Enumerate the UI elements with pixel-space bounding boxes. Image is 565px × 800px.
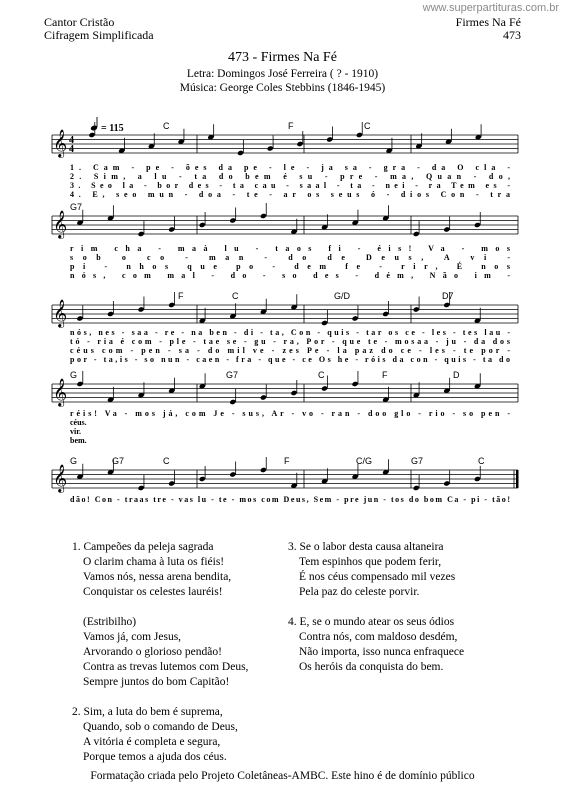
staff-system xyxy=(52,291,518,364)
treble-clef: 𝄞 xyxy=(53,212,68,238)
lyricist-credit: Letra: Domingos José Ferreira ( ? - 1910) xyxy=(186,68,379,80)
lyric-line: réis! Va - mos já, com Je - sus, Ar - vo - ran - doo glo - rio - so pen - xyxy=(70,409,511,418)
chord-symbol: C xyxy=(364,121,371,131)
treble-clef: 𝄞 xyxy=(53,301,68,327)
chord-symbol: C xyxy=(318,370,325,380)
treble-clef: 𝄞 xyxy=(53,380,68,406)
verse-line: 3. Se o labor desta causa altaneira xyxy=(288,541,444,553)
staff-system xyxy=(52,370,518,445)
chord-symbol: D7 xyxy=(442,291,454,301)
chord-symbol: G7 xyxy=(226,370,239,380)
stanza-2 xyxy=(72,705,248,765)
footer-note: Formatação criada pelo Projeto Coletâneas-AMBC. Este hino é de domínio público xyxy=(90,770,475,782)
verse-line: Não importa, isso nunca enfraquece xyxy=(299,646,465,658)
lyric-line: vir. xyxy=(70,427,82,436)
watermark: www.superpartituras.com.br xyxy=(422,2,559,14)
lyric-line: 2. Sim, a lu - ta do bem é su - pre - ma, Quan - do, xyxy=(70,172,510,181)
chord-symbol: F xyxy=(178,291,184,301)
verse-line: Sempre juntos do bom Capitão! xyxy=(83,676,230,688)
chord-symbol: C xyxy=(163,121,170,131)
verse-line: A vitória é completa e segura, xyxy=(83,736,221,748)
treble-clef: 𝄞 xyxy=(53,466,68,492)
lyric-line: céus com - pen - sa - do mil ve - zes Pe - la paz do ce - les - te por - xyxy=(70,346,511,355)
lyric-line: tó - ria é com - ple - tae se - gu - ra, Por - que te - mosaa - ju - da dos xyxy=(70,337,511,346)
verse-line: Vamos nós, nessa arena bendita, xyxy=(83,571,232,583)
composer-credit: Música: George Coles Stebbins (1846-1945) xyxy=(179,82,386,94)
lyric-line: sob o co - man - do de Deus, A vi - xyxy=(70,253,510,262)
verse-line: Tem espinhos que podem ferir, xyxy=(299,556,442,568)
chord-symbol: C xyxy=(163,456,170,466)
chord-symbol: F xyxy=(288,121,294,131)
chord-symbol: G xyxy=(70,456,78,466)
lyric-line: bem. xyxy=(70,436,87,445)
lyric-line: 1. Cam - pe - ões da pe - le - ja sa - gra - da O cla - xyxy=(70,163,511,172)
lyric-line: por - ta,is - so nun - caen - fra - que - ce Os he - róis da con - quis - ta do xyxy=(70,355,510,364)
page-title: 473 - Firmes Na Fé xyxy=(228,50,337,65)
chord-symbol: G7 xyxy=(70,202,83,212)
time-signature-top: 4 xyxy=(69,135,74,146)
chord-symbol: C/G xyxy=(356,456,373,466)
treble-clef: 𝄞 xyxy=(53,131,68,157)
stanza-4 xyxy=(288,615,464,675)
lyric-line: pi - nhos que po - dem fe - rir, É nos xyxy=(70,262,510,271)
chord-symbol: C xyxy=(478,456,485,466)
verse-line: Pela paz do celeste porvir. xyxy=(299,586,420,598)
verse-line: Conquistar os celestes lauréis! xyxy=(83,586,223,598)
verse-line: (Estribilho) xyxy=(83,616,137,628)
verse-line: 1. Campeões da peleja sagrada xyxy=(72,541,214,553)
chorus xyxy=(72,615,248,690)
verses-left-column xyxy=(72,540,248,765)
song-name: Firmes Na Fé xyxy=(455,15,521,29)
staff-system xyxy=(52,202,518,280)
final-barline-thick xyxy=(516,470,519,488)
verses-right-column xyxy=(288,540,464,675)
verse-line: Contra nós, com maldoso desdém, xyxy=(299,631,458,643)
song-number: 473 xyxy=(503,28,521,42)
lyric-line: dão! Con - traas tre - vas lu - te - mos com Deus, Sem - pre jun - tos do bom Ca - pi - tão! xyxy=(70,495,510,504)
time-signature-bottom: 4 xyxy=(69,144,74,155)
chord-symbol: G xyxy=(70,370,78,380)
tempo-value: = 115 xyxy=(101,123,124,134)
chord-symbol: D xyxy=(453,370,460,380)
verse-line: Porque temos a ajuda dos céus. xyxy=(83,751,227,763)
hymnal-name: Cantor Cristão xyxy=(44,15,115,29)
chord-symbol: F xyxy=(284,456,290,466)
verse-line: Vamos já, com Jesus, xyxy=(83,631,182,643)
chord-symbol: C xyxy=(232,291,239,301)
verse-line: Quando, sob o comando de Deus, xyxy=(83,721,238,733)
lyric-line: 3. Seo la - bor des - ta cau - saal - ta - nei - ra Tem es - xyxy=(70,181,510,190)
verse-line: 2. Sim, a luta do bem é suprema, xyxy=(72,706,223,718)
lyric-line: nós, nes - saa - re - na ben - di - ta, Con - quis - tar os ce - les - tes lau - xyxy=(70,328,510,337)
verse-line: Os heróis da conquista do bem. xyxy=(299,661,444,673)
verse-line: O clarim chama à luta os fiéis! xyxy=(83,556,225,568)
chord-symbol: G7 xyxy=(112,456,125,466)
stanza-3 xyxy=(288,540,464,600)
verse-line: Arvorando o glorioso pendão! xyxy=(83,646,222,658)
edition-name: Cifragem Simplificada xyxy=(44,28,154,42)
verse-line: 4. E, se o mundo atear os seus ódios xyxy=(288,616,455,628)
verse-line: É nos céus compensado mil vezes xyxy=(299,571,456,583)
lyric-line: rim cha - maà lu - taos fi - éis! Va - mos xyxy=(70,244,511,253)
chord-symbol: G7 xyxy=(411,456,424,466)
lyric-line: 4. E, seo mun - doa - te - ar os seus ó - dios Con - tra xyxy=(70,190,511,199)
lyric-line: nós, com mal - do - so des - dém, Não im - xyxy=(70,271,510,280)
chord-symbol: G/D xyxy=(334,291,351,301)
verse-line: Contra as trevas lutemos com Deus, xyxy=(83,661,249,673)
chord-symbol: F xyxy=(382,370,388,380)
lyric-line: céus. xyxy=(70,418,87,427)
staff-system xyxy=(52,456,519,504)
stanza-1 xyxy=(72,540,248,600)
